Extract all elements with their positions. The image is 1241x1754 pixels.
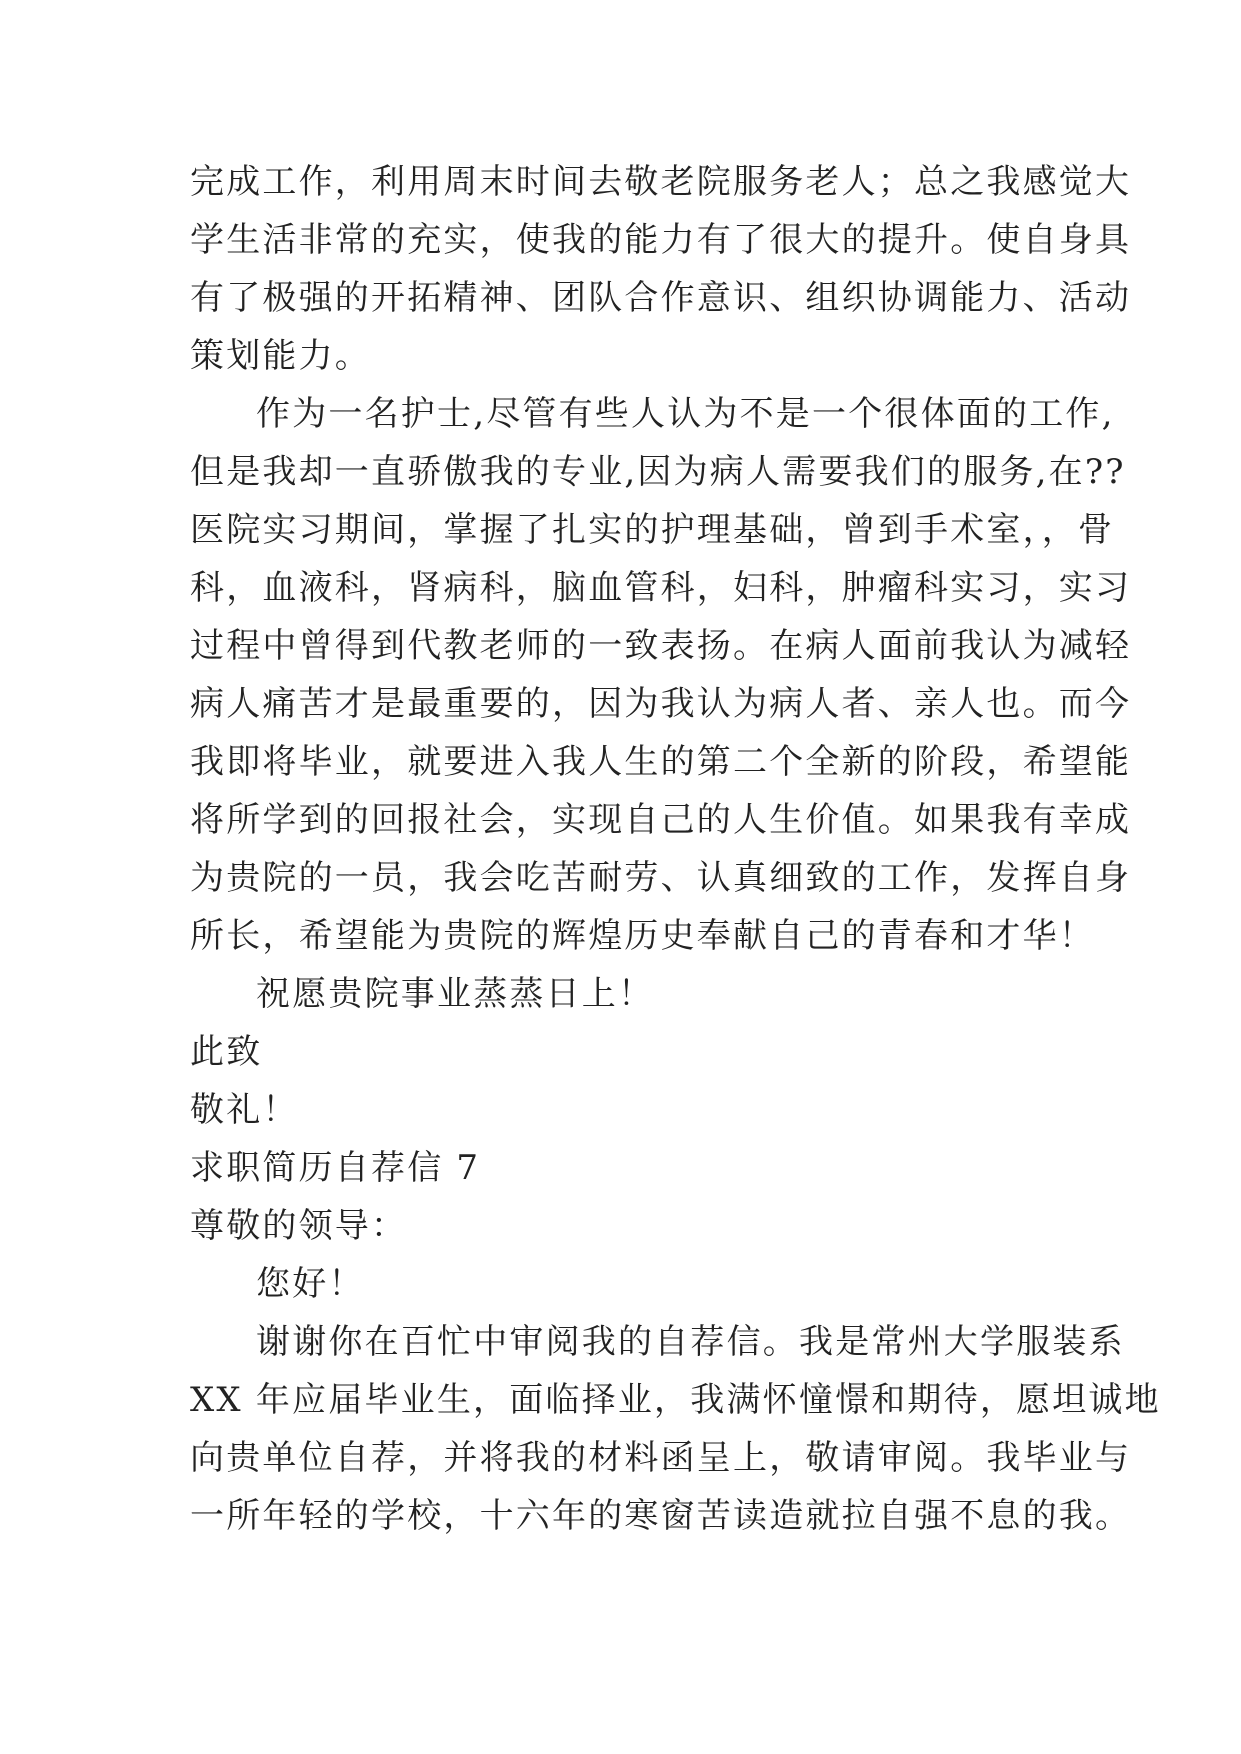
paragraph-line: 科，血液科，肾病科，脑血管科，妇科，肿瘤科实习，实习 xyxy=(190,568,1132,608)
closing-salutation: 此致 xyxy=(190,1032,263,1072)
paragraph-line: 过程中曾得到代教老师的一致表扬。在病人面前我认为减轻 xyxy=(190,626,1132,666)
paragraph-line: 学生活非常的充实，使我的能力有了很大的提升。使自身具 xyxy=(190,220,1132,260)
paragraph-line: 所长，希望能为贵院的辉煌历史奉献自己的青春和才华！ xyxy=(190,916,1095,956)
greeting-line: 您好！ xyxy=(256,1264,365,1304)
greeting-line: 尊敬的领导： xyxy=(190,1206,408,1246)
closing-salutation: 敬礼！ xyxy=(190,1090,299,1130)
paragraph-line: 有了极强的开拓精神、团队合作意识、组织协调能力、活动 xyxy=(190,278,1132,318)
paragraph-line: 将所学到的回报社会，实现自己的人生价值。如果我有幸成 xyxy=(190,800,1132,840)
paragraph-line: 策划能力。 xyxy=(190,336,371,376)
closing-wish: 祝愿贵院事业蒸蒸日上！ xyxy=(256,974,655,1014)
section-title: 求职简历自荐信 7 xyxy=(190,1148,481,1188)
paragraph-line: 为贵院的一员，我会吃苦耐劳、认真细致的工作，发挥自身 xyxy=(190,858,1132,898)
paragraph-line: 向贵单位自荐，并将我的材料函呈上，敬请审阅。我毕业与 xyxy=(190,1438,1132,1478)
paragraph-line: 谢谢你在百忙中审阅我的自荐信。我是常州大学服装系 xyxy=(256,1322,1125,1362)
paragraph-line: 医院实习期间，掌握了扎实的护理基础，曾到手术室，，骨 xyxy=(190,510,1115,550)
paragraph-line: 我即将毕业，就要进入我人生的第二个全新的阶段，希望能 xyxy=(190,742,1132,782)
paragraph-line: XX 年应届毕业生，面临择业，我满怀憧憬和期待，愿坦诚地 xyxy=(190,1380,1161,1420)
paragraph-line: 一所年轻的学校，十六年的寒窗苦读造就拉自强不息的我。 xyxy=(190,1496,1132,1536)
paragraph-line: 完成工作，利用周末时间去敬老院服务老人；总之我感觉大 xyxy=(190,162,1132,202)
paragraph-line: 但是我却一直骄傲我的专业,因为病人需要我们的服务,在?? xyxy=(190,452,1126,492)
paragraph-line: 作为一名护士,尽管有些人认为不是一个很体面的工作, xyxy=(256,394,1115,434)
paragraph-line: 病人痛苦才是最重要的，因为我认为病人者、亲人也。而今 xyxy=(190,684,1132,724)
